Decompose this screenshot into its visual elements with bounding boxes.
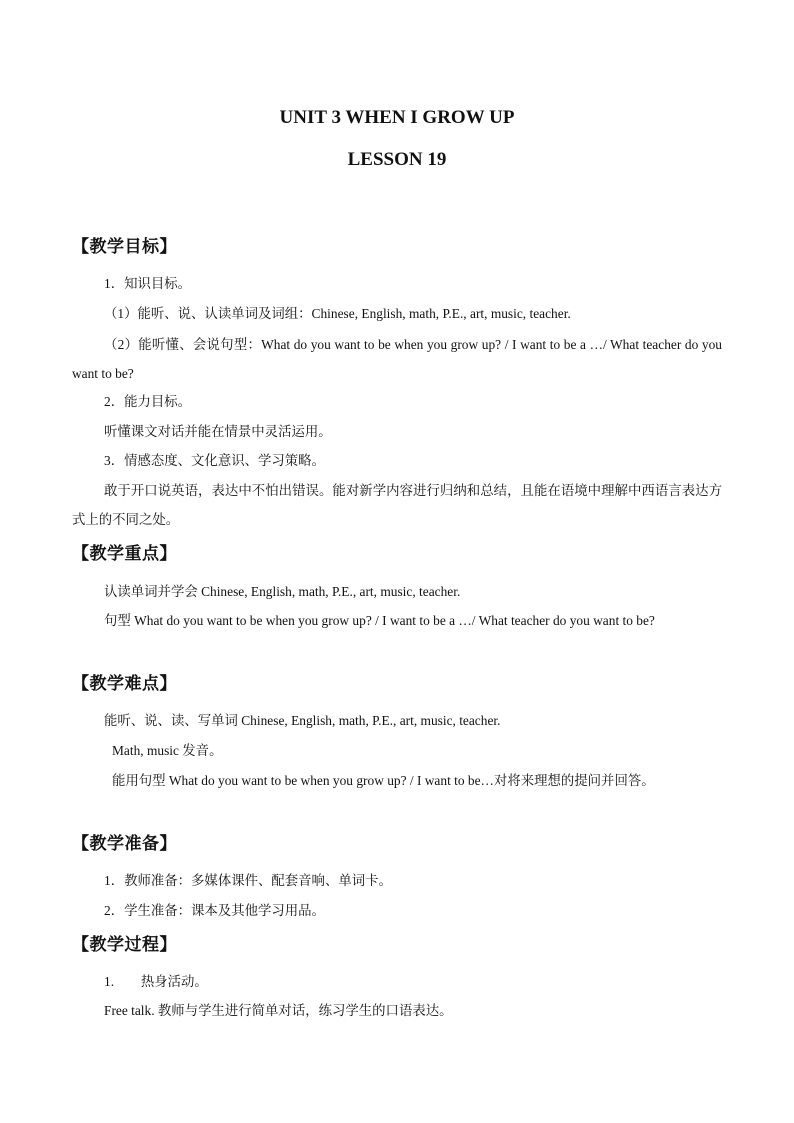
knowledge-goal-title: 1．知识目标。 (104, 276, 192, 291)
section-heading-preparation: 【教学准备】 (72, 834, 177, 854)
key-point-words: 认读单词并学会 Chinese, English, math, P.E., art, music, teacher. (104, 584, 461, 599)
student-preparation: 2．学生准备：课本及其他学习用品。 (104, 903, 325, 918)
difficulty-sentences: 能用句型 What do you want to be when you grow up? / I want to be…对将来理想的提问并回答。 (112, 773, 655, 788)
knowledge-goal-item-1: （1）能听、说、认读单词及词组：Chinese, English, math, P.E., art, music, teacher. (104, 306, 571, 321)
key-point-sentences: 句型 What do you want to be when you grow up? / I want to be a …/ What teacher do you want to be? (104, 613, 655, 628)
attitude-goal-title: 3．情感态度、文化意识、学习策略。 (104, 453, 325, 468)
section-heading-process: 【教学过程】 (72, 935, 177, 955)
lesson-title: LESSON 19 (347, 149, 447, 170)
ability-goal-title: 2．能力目标。 (104, 394, 192, 409)
ability-goal-text: 听懂课文对话并能在情景中灵活运用。 (104, 424, 332, 439)
knowledge-goal-item-2: （2）能听懂、会说句型：What do you want to be when you grow up? / I want to be a …/ What teacher do you want to be? (72, 337, 722, 381)
process-step-1: 1. 热身活动。 (104, 974, 208, 989)
difficulty-pronunciation: Math, music 发音。 (112, 743, 223, 758)
difficulty-words: 能听、说、读、写单词 Chinese, English, math, P.E., art, music, teacher. (104, 713, 501, 728)
section-heading-objectives: 【教学目标】 (72, 237, 177, 257)
section-heading-difficulties: 【教学难点】 (72, 674, 177, 694)
unit-title: UNIT 3 WHEN I GROW UP (279, 107, 515, 128)
teacher-preparation: 1．教师准备：多媒体课件、配套音响、单词卡。 (104, 873, 392, 888)
process-step-1-text: Free talk. 教师与学生进行简单对话，练习学生的口语表达。 (104, 1003, 453, 1018)
section-heading-key-points: 【教学重点】 (72, 544, 177, 564)
attitude-goal-text: 敢于开口说英语，表达中不怕出错误。能对新学内容进行归纳和总结，且能在语境中理解中西语言表达方式上的不同之处。 (72, 483, 722, 527)
